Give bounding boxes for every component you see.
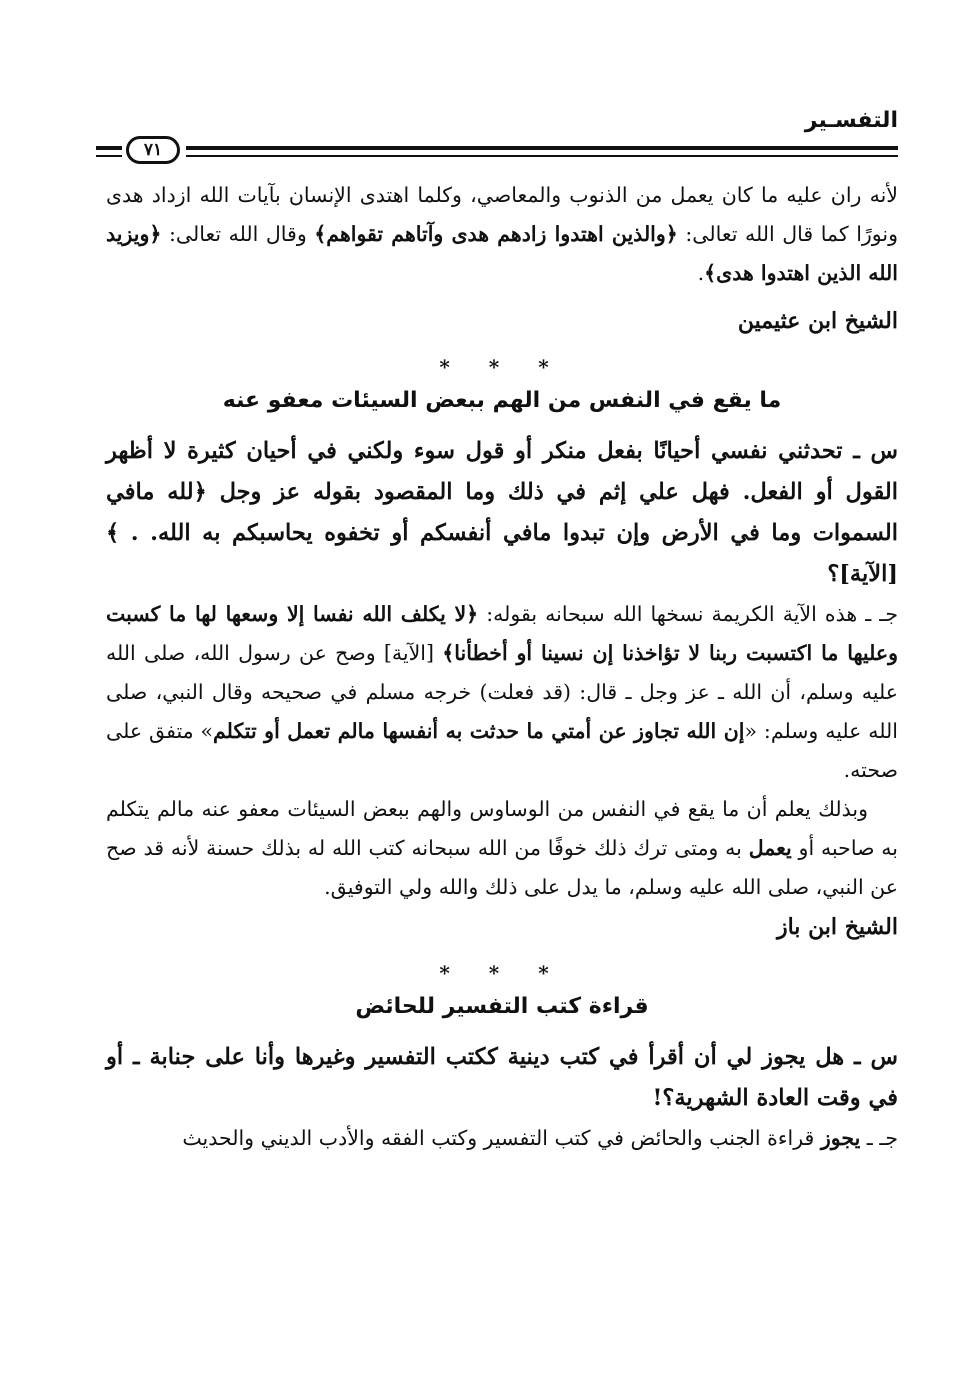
- page-content: [106, 176, 898, 1158]
- text-run: به ومتى ترك ذلك خوفًا من الله سبحانه كتب الله له بذلك حسنة لأنه قد صح عن النبي، صلى الله عليه وسلم، ما يدل على ذلك والله ولي التوفيق.: [106, 836, 898, 899]
- hadith-quote: إن الله تجاوز عن أمتي ما حدثت به أنفسها مالم تعمل أو تتكلم: [213, 719, 745, 743]
- quran-verse: ﴿لا يكلف الله نفسا إلا وسعها لها ما كسبت وعليها ما اكتسبت ربنا لا تؤاخذنا إن نسينا أو أخطأنا﴾: [106, 602, 898, 665]
- answer-2-paragraph: [106, 1119, 898, 1158]
- quran-verse: ﴿ويزيد الله الذين اهتدوا هدى﴾: [106, 222, 898, 285]
- header-rule-thick: [186, 146, 898, 150]
- text-run: جـ ـ: [860, 1126, 898, 1150]
- header-rule-thin: [186, 155, 898, 157]
- text-run: لأنه ران عليه ما كان يعمل من الذنوب والمعاصي، وكلما اهتدى الإنسان بآيات الله ازداد هدى ونورًا كما قال الله تعالى:: [106, 183, 898, 246]
- paragraph-continuation: [106, 176, 898, 293]
- section-title-2: قراءة كتب التفسير للحائض: [355, 994, 649, 1019]
- running-title: التفسـير: [804, 108, 898, 133]
- text-run: وقال الله تعالى:: [161, 222, 315, 246]
- section-separator: * * *: [439, 961, 565, 985]
- section-title-1: ما يقع في النفس من الهم ببعض السيئات معفو عنه: [222, 388, 782, 413]
- answer-1-paragraph-2: [106, 790, 898, 907]
- answer-1-paragraph-1: [106, 595, 898, 790]
- text-run: وبذلك يعلم أن ما يقع في النفس من الوساوس والهم ببعض السيئات معفو عنه مالم يتكلم به صاحبه أو: [106, 797, 899, 860]
- emphasis: يعمل: [748, 836, 792, 860]
- signature-ibn-uthaymin: الشيخ ابن عثيمين: [737, 308, 898, 334]
- header-rule-left-thick: [96, 146, 122, 150]
- page-number: ٧١: [126, 136, 180, 164]
- signature-ibn-baz: الشيخ ابن باز: [776, 914, 898, 940]
- text-run: جـ ـ هذه الآية الكريمة نسخها الله سبحانه بقوله:: [478, 602, 898, 626]
- text-run: .: [697, 261, 705, 285]
- question-1: س ـ تحدثني نفسي أحيانًا بفعل منكر أو قول سوء ولكني في أحيان كثيرة لا أظهر القول أو الفعل. فهل علي إثم في ذلك وما المقصود بقوله عز وجل ﴿لله مافي السموات وما في الأرض وإن تبدوا مافي أنفسكم أو تخفوه يحاسبكم به الله. . ﴾ [الآية]؟: [106, 438, 898, 587]
- question-2: س ـ هل يجوز لي أن أقرأ في كتب دينية ككتب التفسير وغيرها وأنا على جنابة ـ أو في وقت العادة الشهرية؟!: [106, 1044, 898, 1111]
- text-run: » متفق على صحته.: [106, 719, 898, 782]
- section-separator: * * *: [439, 355, 565, 379]
- header-rule-left-thin: [96, 155, 122, 157]
- text-run: [الآية] وصح عن رسول الله، صلى الله عليه وسلم، أن الله ـ عز وجل ـ قال: (قد فعلت) خرجه مسلم في صحيحه وقال النبي، صلى الله عليه وسلم: «: [106, 641, 898, 743]
- quran-verse: ﴿والذين اهتدوا زادهم هدى وآتاهم تقواهم﴾: [314, 222, 678, 246]
- emphasis: يجوز: [820, 1126, 861, 1150]
- text-run: قراءة الجنب والحائض في كتب التفسير وكتب الفقه والأدب الديني والحديث: [182, 1126, 821, 1150]
